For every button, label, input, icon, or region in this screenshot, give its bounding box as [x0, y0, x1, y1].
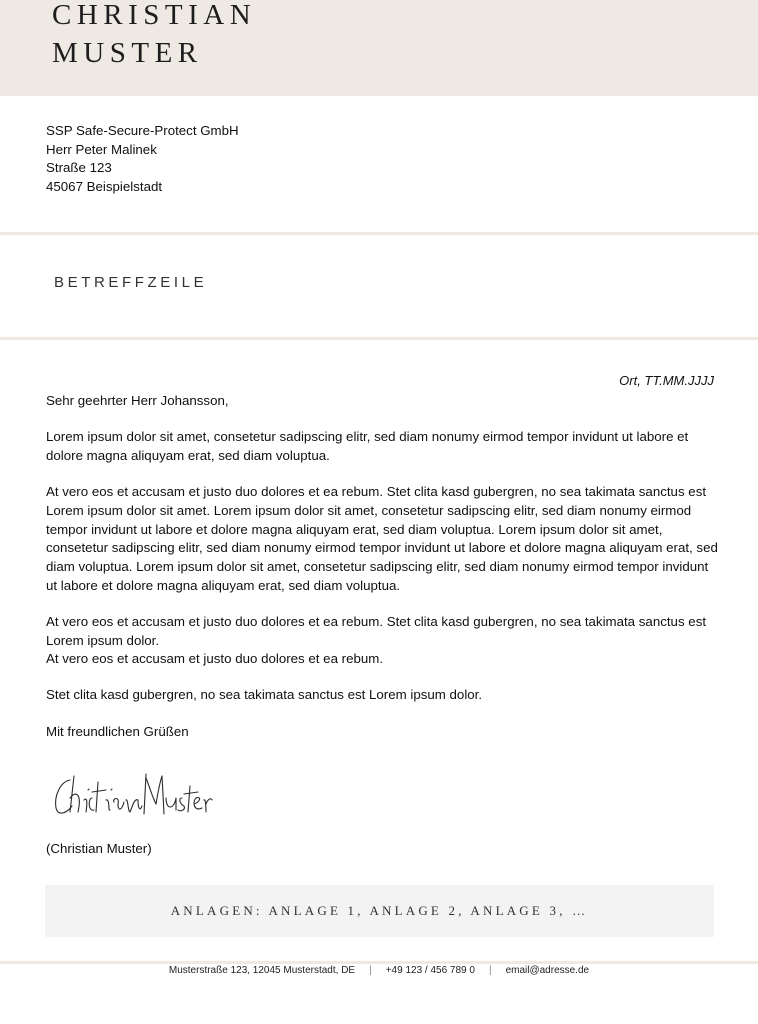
printed-name: (Christian Muster): [46, 841, 152, 856]
attachments-box: [45, 885, 714, 937]
subject-line: BETREFFZEILE: [54, 274, 208, 291]
paragraph-2: At vero eos et accusam et justo duo dolores et ea rebum. Stet clita kasd gubergren, no sea takimata sanctus est Lorem ipsum dolor sit amet. Lorem ipsum dolor sit amet, consetetur sadipscing elitr, sed diam nonumy eirmod tempor invidunt ut labore et dolore magna aliquyam erat, sed diam voluptua. Lorem ipsum dolor sit amet, consetetur sadipscing elitr, sed diam nonumy eirmod tempor invidunt ut labore et dolore magna aliquyam erat, sed diam voluptua. Lorem ipsum dolor sit amet, consetetur sadipscing elitr, sed diam nonumy eirmod tempor invidunt ut labore et dolore magna aliquyam erat, sed diam voluptua.: [46, 484, 718, 593]
footer: [0, 965, 758, 976]
salutation: Sehr geehrter Herr Johansson,: [46, 393, 229, 408]
attachments-label: ANLAGEN: ANLAGE 1, ANLAGE 2, ANLAGE 3, …: [170, 903, 589, 918]
recipient-company: SSP Safe-Secure-Protect GmbH: [46, 123, 239, 138]
closing: Mit freundlichen Grüßen: [46, 723, 189, 739]
footer-separator: |: [488, 965, 492, 976]
signature-icon: [48, 768, 213, 824]
paragraph-1: Lorem ipsum dolor sit amet, consetetur sadipscing elitr, sed diam nonumy eirmod tempor invidunt ut labore et dolore magna aliquyam erat, sed diam voluptua.: [46, 429, 689, 463]
sender-last-name: MUSTER: [52, 37, 203, 69]
paragraph-4: Stet clita kasd gubergren, no sea takimata sanctus est Lorem ipsum dolor.: [46, 687, 483, 703]
recipient-person: Herr Peter Malinek: [46, 141, 157, 157]
recipient-city: 45067 Beispielstadt: [46, 179, 163, 195]
footer-address: Musterstraße 123, 12045 Musterstadt, DE: [168, 965, 356, 976]
footer-divider: [0, 961, 758, 964]
place-date: Ort, TT.MM.JJJJ: [619, 373, 714, 388]
signature: [48, 768, 213, 824]
footer-separator: |: [369, 965, 372, 976]
sender-first-name: CHRISTIAN: [52, 0, 257, 31]
recipient-street: Straße 123: [46, 160, 112, 176]
paragraph-3a: At vero eos et accusam et justo duo dolores et ea rebum. Stet clita kasd gubergren, no sea takimata sanctus est Lorem ipsum dolor.: [46, 613, 707, 648]
paragraph-3b: At vero eos et accusam et justo duo dolores et ea rebum.: [46, 651, 384, 667]
divider-top: [0, 232, 758, 235]
letter-body: [46, 392, 718, 759]
footer-phone: +49 123 / 456 789 0: [385, 965, 475, 976]
divider-bottom: [0, 337, 758, 340]
recipient-address: [46, 122, 239, 197]
footer-email: email@adresse.de: [505, 965, 590, 976]
